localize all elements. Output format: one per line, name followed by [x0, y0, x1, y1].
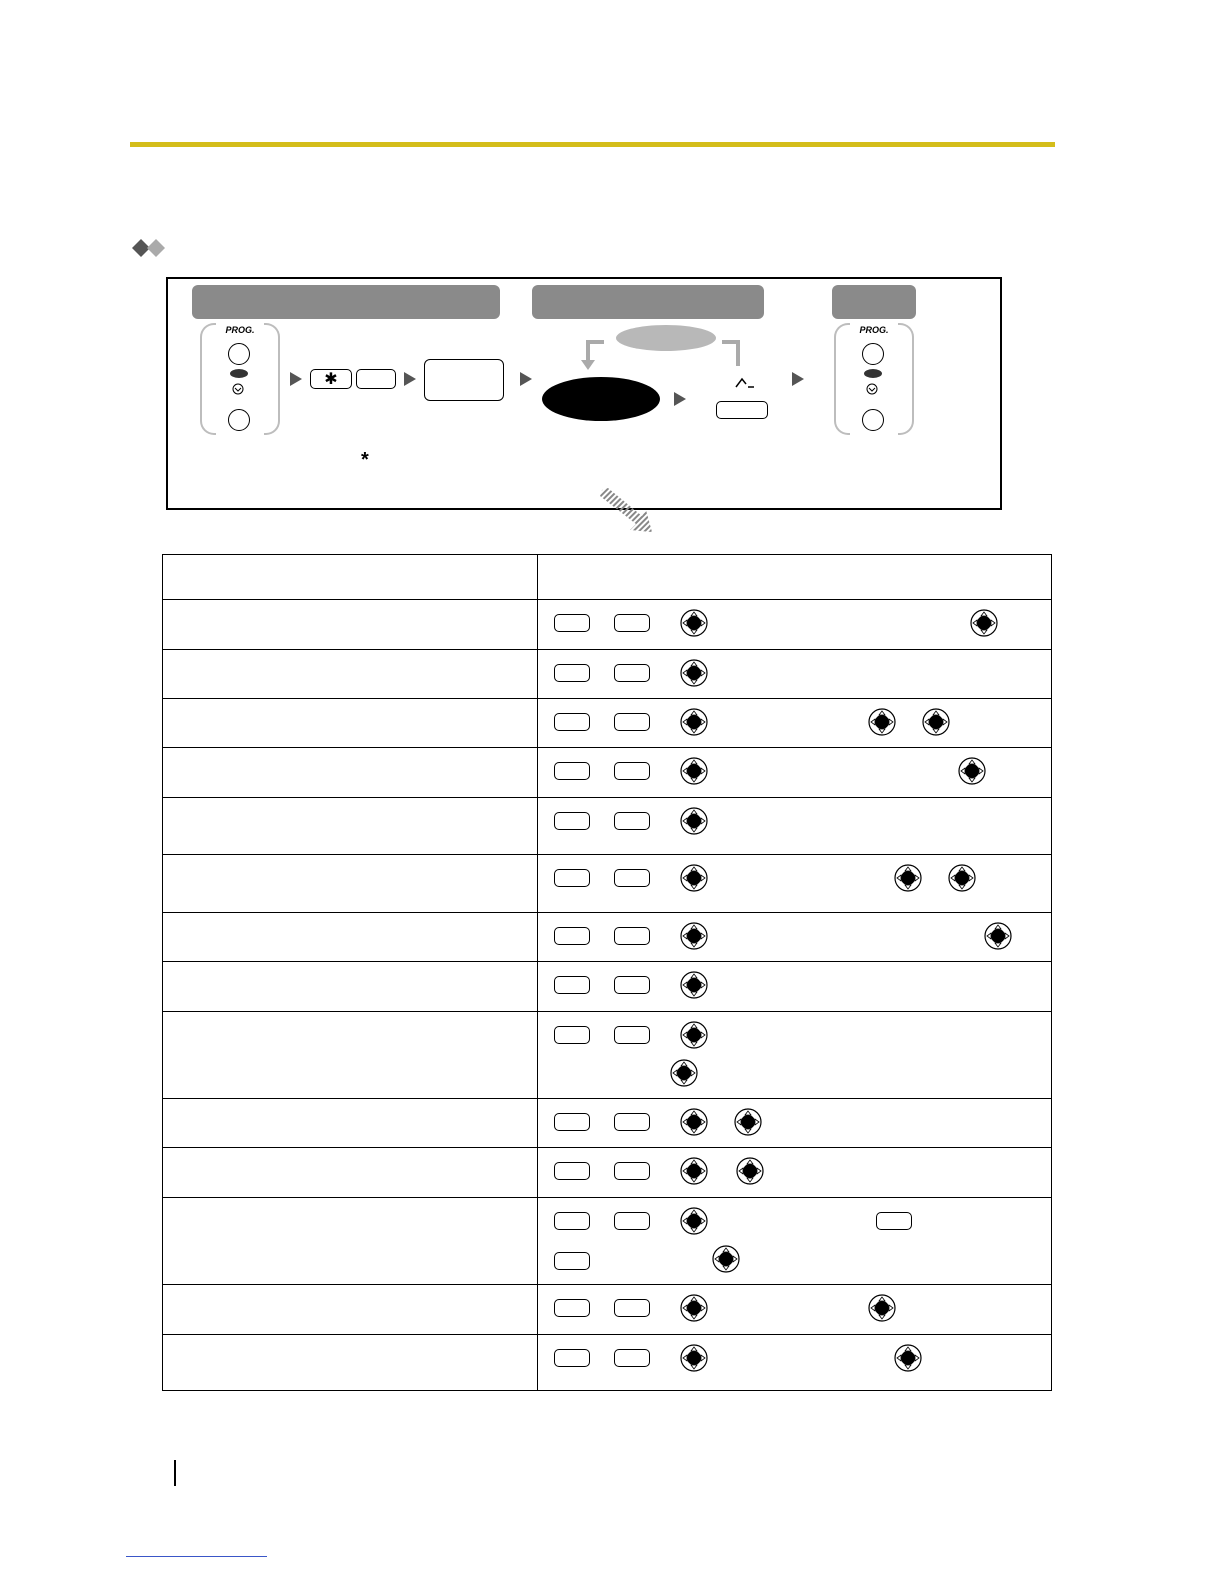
- table-cell-setting: [163, 1285, 538, 1335]
- program-key-button[interactable]: [614, 1162, 650, 1180]
- table-cell-procedure: [538, 600, 1052, 650]
- phone-button-group-start: [200, 323, 280, 431]
- prog-label: PROG.: [225, 325, 255, 335]
- flow-arrow-icon: [404, 372, 416, 386]
- navigator-enter-icon[interactable]: [680, 609, 708, 637]
- bracket-right: [264, 323, 280, 435]
- navigator-enter-icon[interactable]: [734, 1108, 762, 1136]
- navigator-enter-icon[interactable]: [922, 708, 950, 736]
- bracket-left: [834, 323, 850, 435]
- flow-step-header-start: [192, 285, 500, 319]
- table-cell-procedure: [538, 798, 1052, 855]
- table-cell-setting: [163, 1335, 538, 1391]
- table-cell-setting: [163, 798, 538, 855]
- program-key-button[interactable]: [554, 1162, 590, 1180]
- table-cell-setting: [163, 1012, 538, 1099]
- program-key-button[interactable]: [554, 1113, 590, 1131]
- program-key-button[interactable]: [614, 713, 650, 731]
- repeat-oval: [616, 325, 716, 351]
- table-row: [163, 748, 1052, 798]
- navigator-enter-icon[interactable]: [680, 1021, 708, 1049]
- table-cell-setting: [163, 748, 538, 798]
- navigator-enter-icon[interactable]: [680, 922, 708, 950]
- flow-arrow-icon: [290, 372, 302, 386]
- navigator-enter-icon[interactable]: [680, 864, 708, 892]
- led-indicator: [230, 369, 248, 378]
- table-cell-procedure: [538, 1012, 1052, 1099]
- table-cell-setting: [163, 855, 538, 913]
- program-key-button[interactable]: [614, 614, 650, 632]
- navigator-enter-icon[interactable]: [948, 864, 976, 892]
- navigator-enter-icon[interactable]: [736, 1157, 764, 1185]
- table-cell-procedure: [538, 748, 1052, 798]
- table-row: [163, 1012, 1052, 1099]
- program-key-button[interactable]: [554, 664, 590, 682]
- program-key-button[interactable]: [614, 812, 650, 830]
- flow-arrow-icon: [674, 392, 686, 406]
- program-key-button[interactable]: [876, 1212, 912, 1230]
- program-key-button[interactable]: [554, 614, 590, 632]
- program-key-button[interactable]: [614, 976, 650, 994]
- program-key-button[interactable]: [614, 869, 650, 887]
- digit-key-button[interactable]: [356, 369, 396, 389]
- flow-step-header-program: [532, 285, 764, 319]
- navigator-enter-icon[interactable]: [712, 1245, 740, 1273]
- table-cell-procedure: [538, 1285, 1052, 1335]
- program-key-button[interactable]: [614, 1299, 650, 1317]
- table-cell-procedure: [538, 962, 1052, 1012]
- navigator-enter-icon[interactable]: [670, 1059, 698, 1087]
- program-key-button[interactable]: [554, 1349, 590, 1367]
- table-cell-procedure: [538, 913, 1052, 962]
- navigator-key-icon: [866, 383, 878, 395]
- double-diamond-icon: [132, 238, 172, 258]
- table-row: [163, 1198, 1052, 1285]
- star-key-button[interactable]: ✱: [310, 369, 352, 389]
- program-key-button[interactable]: [614, 762, 650, 780]
- navigator-enter-icon[interactable]: [680, 1294, 708, 1322]
- table-row: [163, 1335, 1052, 1391]
- navigator-enter-icon[interactable]: [868, 708, 896, 736]
- program-table: [162, 554, 1052, 1391]
- prog-label: PROG.: [859, 325, 889, 335]
- prog-button[interactable]: [862, 343, 884, 365]
- program-key-button[interactable]: [554, 1252, 590, 1270]
- footer-link-underline[interactable]: [126, 1556, 267, 1557]
- table-cell-procedure: [538, 1148, 1052, 1198]
- prog-button[interactable]: [228, 343, 250, 365]
- prog-button-alt[interactable]: [228, 409, 250, 431]
- table-row: [163, 962, 1052, 1012]
- navigator-enter-icon[interactable]: [680, 1344, 708, 1372]
- program-key-button[interactable]: [614, 1349, 650, 1367]
- table-header-row: [163, 555, 1052, 600]
- navigator-enter-icon[interactable]: [680, 659, 708, 687]
- table-cell-setting: [163, 1198, 538, 1285]
- program-key-button[interactable]: [554, 1212, 590, 1230]
- program-key-button[interactable]: [614, 664, 650, 682]
- table-row: [163, 1099, 1052, 1148]
- table-header-left: [163, 555, 538, 600]
- navigator-enter-icon[interactable]: [868, 1294, 896, 1322]
- table-cell-procedure: [538, 1198, 1052, 1285]
- program-key-button[interactable]: [554, 1299, 590, 1317]
- led-indicator: [864, 369, 882, 378]
- table-row: [163, 650, 1052, 699]
- navigator-enter-icon[interactable]: [984, 922, 1012, 950]
- program-key-button[interactable]: [554, 812, 590, 830]
- program-number-oval: [542, 377, 660, 421]
- program-key-button[interactable]: [614, 1113, 650, 1131]
- program-key-button[interactable]: [614, 1212, 650, 1230]
- table-row: [163, 699, 1052, 748]
- table-cell-procedure: [538, 650, 1052, 699]
- table-cell-setting: [163, 913, 538, 962]
- page-margin-rule: [174, 1460, 176, 1486]
- star-note: *: [361, 449, 369, 471]
- navigator-enter-icon[interactable]: [680, 757, 708, 785]
- table-cell-procedure: [538, 1335, 1052, 1391]
- program-key-button[interactable]: [554, 869, 590, 887]
- program-key-button[interactable]: [614, 1026, 650, 1044]
- password-entry-box[interactable]: [424, 359, 504, 401]
- table-row: [163, 600, 1052, 650]
- table-cell-setting: [163, 1148, 538, 1198]
- table-row: [163, 1148, 1052, 1198]
- table-cell-procedure: [538, 1099, 1052, 1148]
- program-key-button[interactable]: [554, 1026, 590, 1044]
- navigator-key-icon: [232, 383, 244, 395]
- flow-arrow-icon: [792, 372, 804, 386]
- striped-down-arrow-icon: [598, 486, 656, 536]
- navigator-enter-icon[interactable]: [680, 1157, 708, 1185]
- table-row: [163, 913, 1052, 962]
- bracket-left: [200, 323, 216, 435]
- navigator-enter-icon[interactable]: [970, 609, 998, 637]
- table-cell-setting: [163, 962, 538, 1012]
- program-key-button[interactable]: [554, 976, 590, 994]
- navigator-enter-icon[interactable]: [680, 1108, 708, 1136]
- program-key-button[interactable]: [554, 927, 590, 945]
- navigator-enter-icon[interactable]: [680, 1207, 708, 1235]
- flow-step-header-end: [832, 285, 916, 319]
- phone-button-group-end: [834, 323, 914, 431]
- table-cell-setting: [163, 650, 538, 699]
- flow-arrow-icon: [520, 372, 532, 386]
- program-key-button[interactable]: [554, 762, 590, 780]
- table-row: [163, 798, 1052, 855]
- table-row: [163, 1285, 1052, 1335]
- table-cell-setting: [163, 1099, 538, 1148]
- navigator-enter-icon[interactable]: [680, 971, 708, 999]
- bracket-right: [898, 323, 914, 435]
- navigator-enter-icon[interactable]: [680, 807, 708, 835]
- store-icon: [734, 375, 756, 389]
- header-accent-bar: [130, 142, 1055, 147]
- navigator-enter-icon[interactable]: [680, 708, 708, 736]
- programming-flow-diagram: [166, 277, 1002, 510]
- table-row: [163, 855, 1052, 913]
- prog-button-alt[interactable]: [862, 409, 884, 431]
- table-cell-procedure: [538, 855, 1052, 913]
- table-cell-setting: [163, 600, 538, 650]
- table-header-right: [538, 555, 1052, 600]
- table-cell-setting: [163, 699, 538, 748]
- navigator-enter-icon[interactable]: [958, 757, 986, 785]
- program-key-button[interactable]: [554, 713, 590, 731]
- navigator-enter-icon[interactable]: [894, 1344, 922, 1372]
- table-cell-procedure: [538, 699, 1052, 748]
- store-key-button[interactable]: [716, 401, 768, 419]
- program-key-button[interactable]: [614, 927, 650, 945]
- navigator-enter-icon[interactable]: [894, 864, 922, 892]
